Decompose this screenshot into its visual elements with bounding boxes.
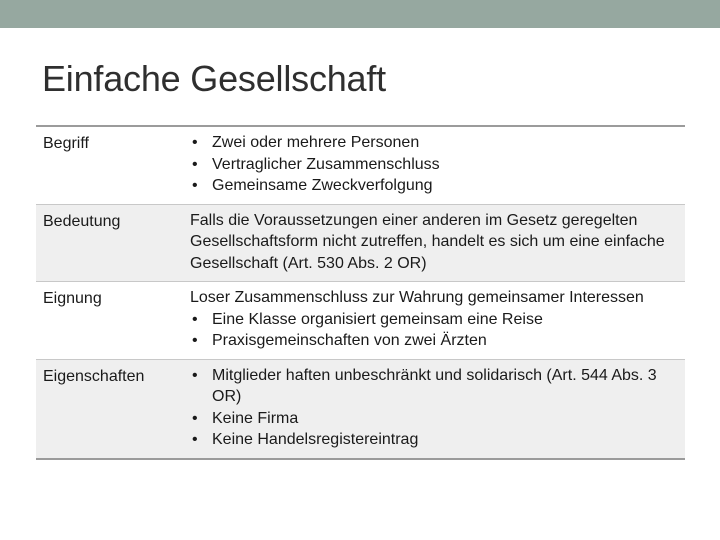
bullet-item: • Zwei oder mehrere Personen — [190, 132, 677, 154]
row-content — [184, 360, 685, 458]
row-content — [184, 282, 685, 359]
header-band — [0, 0, 720, 28]
row-content — [184, 127, 685, 204]
row-content — [184, 205, 685, 282]
row-label: Begriff — [43, 135, 89, 152]
bullet-list — [190, 132, 677, 197]
table-row-bedeutung — [36, 204, 685, 282]
bullet-item: • Praxisgemeinschaften von zwei Ärzten — [190, 330, 677, 352]
bullet-item: • Keine Firma — [190, 408, 677, 430]
row-text: Loser Zusammenschluss zur Wahrung gemeinsamer Interessen — [190, 289, 644, 306]
slide-title: Einfache Gesellschaft — [42, 58, 386, 99]
bullet-item: • Vertraglicher Zusammenschluss — [190, 154, 677, 176]
table-row-begriff — [36, 127, 685, 204]
table-row-eignung — [36, 281, 685, 359]
row-label: Bedeutung — [43, 212, 121, 230]
bullet-item: • Gemeinsame Zweckverfolgung — [190, 175, 677, 197]
bullet-list — [190, 365, 677, 451]
row-label: Eignung — [43, 290, 102, 307]
row-text: Falls die Voraussetzungen einer anderen im Gesetz geregelten Gesellschaftsform nicht zutreffen, handelt es sich um eine einfache Gesellschaft (Art. 530 Abs. 2 OR) — [190, 211, 665, 272]
table-row-eigenschaften — [36, 359, 685, 458]
info-table — [36, 125, 685, 460]
row-label: Eigenschaften — [43, 367, 145, 385]
bullet-list — [190, 309, 677, 352]
bullet-item: • Eine Klasse organisiert gemeinsam eine Reise — [190, 309, 677, 331]
bullet-item: • Mitglieder haften unbeschränkt und solidarisch (Art. 544 Abs. 3 OR) — [190, 365, 677, 408]
bullet-item: • Keine Handelsregistereintrag — [190, 429, 677, 451]
